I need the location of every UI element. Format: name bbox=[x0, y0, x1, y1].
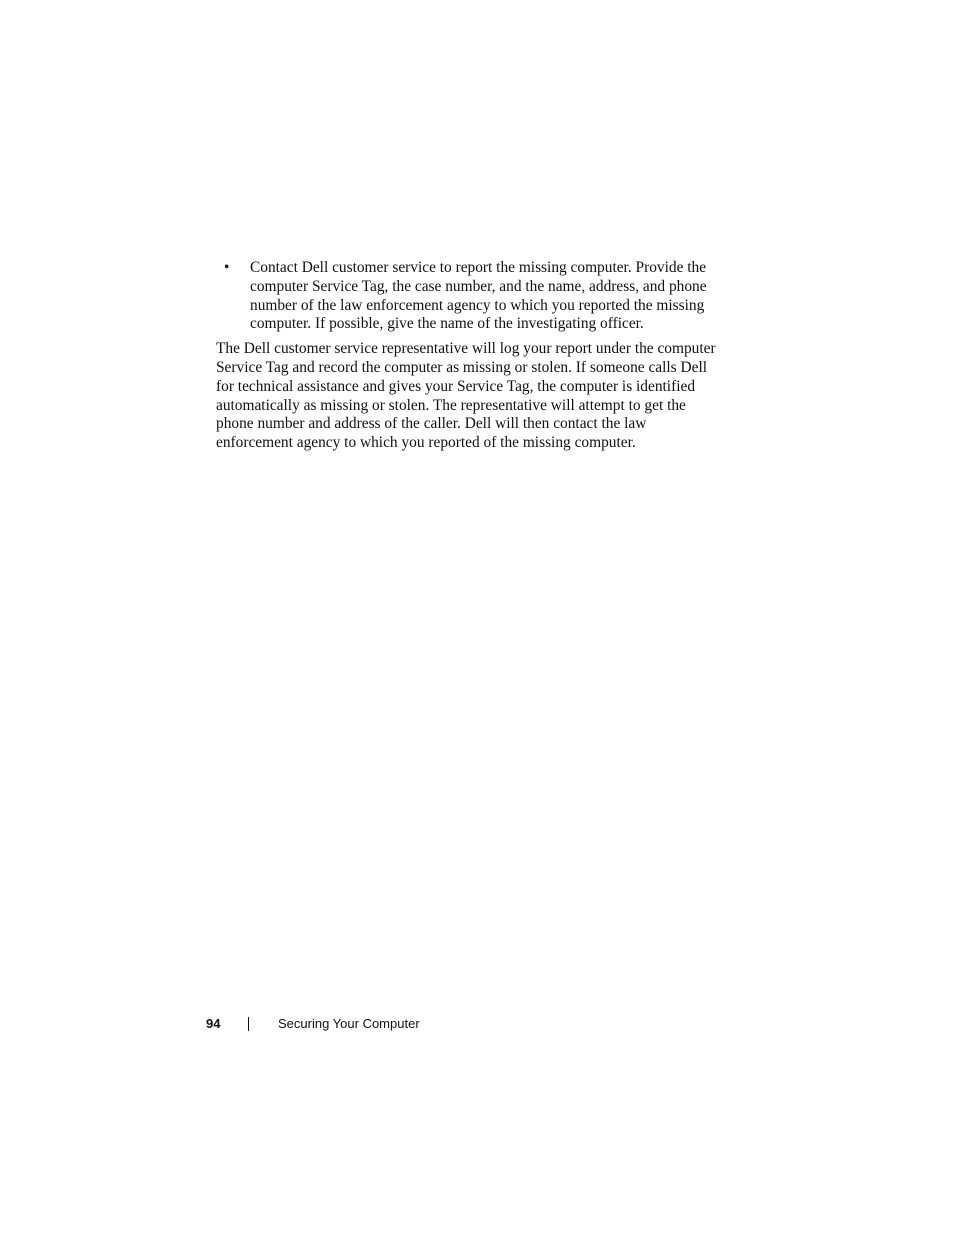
body-paragraph: The Dell customer service representative will log your report under the computer Service Tag and record the computer as missing or stolen. If someone calls Dell for technical assistance and gives your Service Tag, the computer is identified automatically as missing or stolen. The representative will attempt to get the phone number and address of the caller. Dell will then contact the law enforcement agency to which you reported of the missing computer. bbox=[216, 340, 716, 452]
bullet-text: Contact Dell customer service to report the missing computer. Provide the computer Service Tag, the case number, and the name, address, and phone number of the law enforcement agency to which you reported the missing computer. If possible, give the name of the investigating officer. bbox=[250, 259, 707, 333]
page-number: 94 bbox=[206, 1016, 221, 1031]
footer-divider bbox=[248, 1017, 249, 1031]
bullet-list bbox=[216, 259, 716, 334]
main-content bbox=[216, 259, 716, 453]
list-item bbox=[216, 259, 716, 334]
chapter-title: Securing Your Computer bbox=[278, 1016, 420, 1031]
bullet-icon: • bbox=[224, 259, 230, 276]
